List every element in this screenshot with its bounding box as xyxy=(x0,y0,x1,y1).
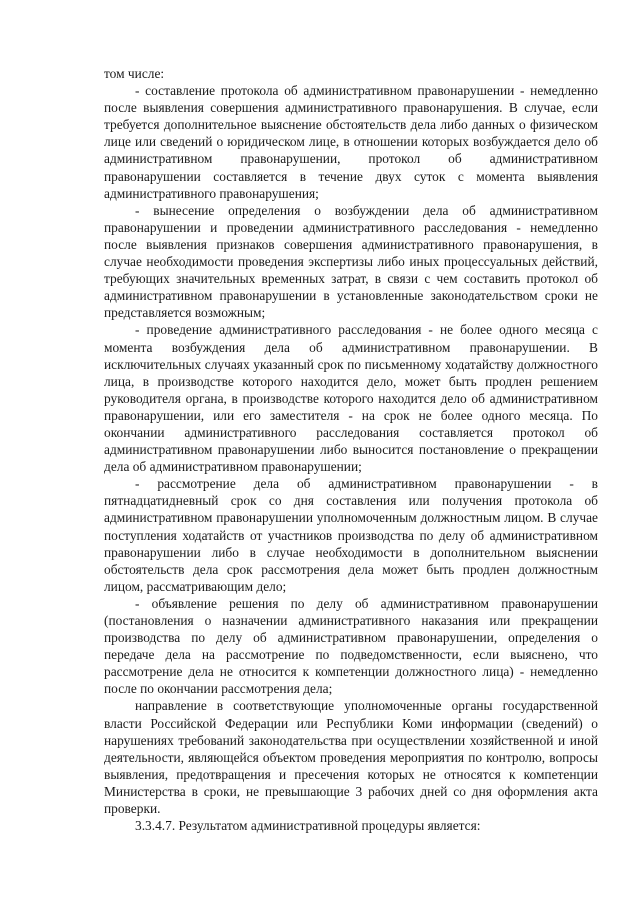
document-body xyxy=(104,65,598,834)
paragraph-decision: - объявление решения по делу об административном правонарушении (постановления о назначении административного наказания или прекращении производства по делу об административном правонарушении, определения о передаче дела на рассмотрение по подведомственности, если выяснено, что рассмотрение дела не относится к компетенции должностного лица) - немедленно после по окончании рассмотрения дела; xyxy=(104,595,598,697)
paragraph-protocol: - составление протокола об административном правонарушении - немедленно после выявления совершения административного правонарушения. В случае, если требуется дополнительное выяснение обстоятельств дела либо данных о физическом лице или сведений о юридическом лице, в отношении которых возбуждается дело об административном правонарушении, протокол об административном правонарушении составляется в течение двух суток с момента выявления административного правонарушения; xyxy=(104,83,598,201)
paragraph-result-heading: 3.3.4.7. Результатом административной процедуры является: xyxy=(135,818,481,834)
paragraph-consideration: - рассмотрение дела об административном правонарушении - в пятнадцатидневный срок со дня составления или получения протокола об административном правонарушении уполномоченным должностным лицом. В случае поступления ходатайств от участников производства по делу об административном правонарушении либо в случае необходимости в дополнительном выяснении обстоятельств дела срок рассмотрения дела может быть продлен должностным лицом, рассматривающим дело; xyxy=(104,476,598,594)
paragraph-notification: направление в соответствующие уполномоченные органы государственной власти Российской Федерации или Республики Коми информации (сведений) о нарушениях требований законодательства при осуществлении хозяйственной и иной деятельности, являющейся объектом проведения мероприятия по контролю, вопросы выявления, предотвращения и пресечения которых не относятся к компетенции Министерства в сроки, не превышающие 3 рабочих дней со дня оформления акта проверки. xyxy=(104,698,598,817)
paragraph-investigation: - проведение административного расследования - не более одного месяца с момента возбуждения дела об административном правонарушении. В исключительных случаях указанный срок по письменному ходатайству должностного лица, в производстве которого находится дело, может быть продлен решением руководителя органа, в производстве которого находится дело об административном правонарушении, или его заместителя - на срок не более одного месяца. По окончании административного расследования составляется протокол об административном правонарушении либо выносится постановление о прекращении дела об административном правонарушении; xyxy=(104,322,598,475)
paragraph-intro: том числе: xyxy=(104,66,165,81)
paragraph-determination: - вынесение определения о возбуждении дела об административном правонарушении и проведении административного расследования - немедленно после выявления признаков совершения административного правонарушения, в случае необходимости проведения экспертизы либо иных процессуальных действий, требующих значительных временных затрат, в связи с чем составить протокол об административном правонарушении в установленные законодательством сроки не представляется возможным; xyxy=(104,202,598,321)
